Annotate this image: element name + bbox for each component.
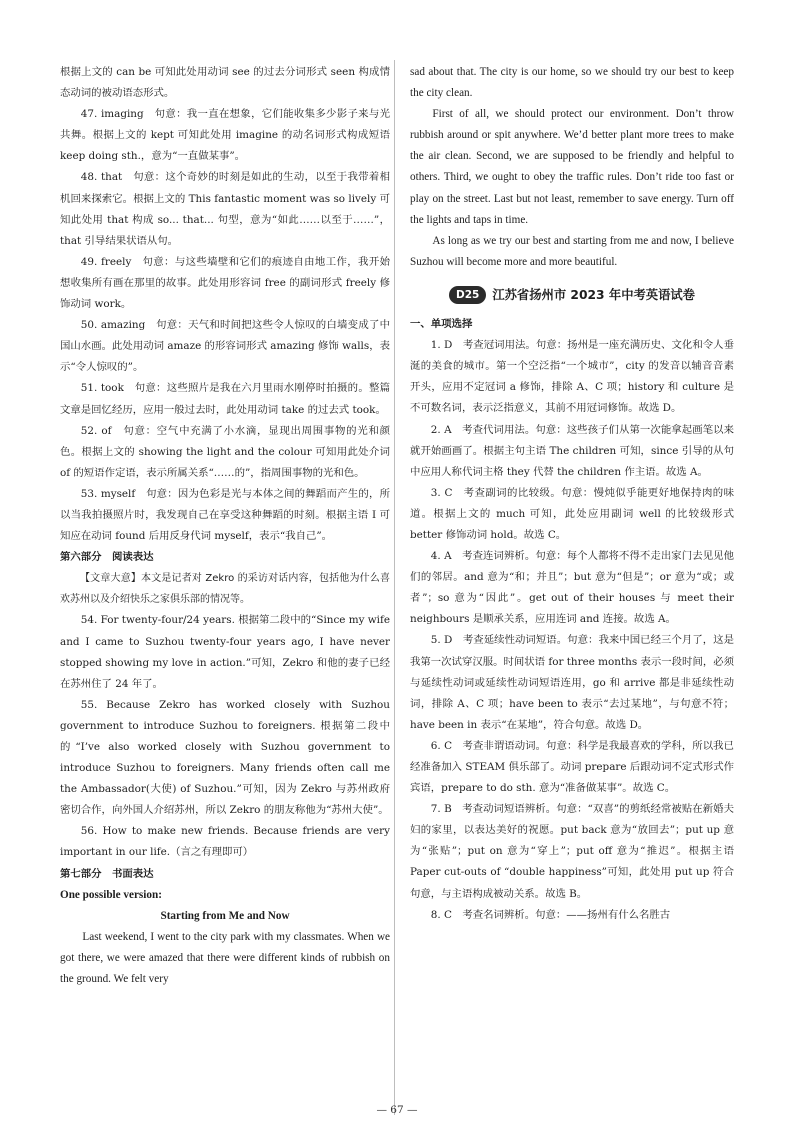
answer-3: 3. C 考查副词的比较级。句意：慢炖似乎能更好地保持肉的味道。根据上文的 much 可知，此处应用副词 well 的比较级形式 better 修饰动词 hold。故选 C。 xyxy=(410,486,734,541)
left-column xyxy=(60,62,390,990)
answer-55: 55. Because Zekro has worked closely with Suzhou government to introduce Suzhou to foreigners. 根据第二段中的“I’ve also worked closely with Suzhou government to introduce Suzhou to foreigners. Many friends often call me the Ambassador(大使) of Suzhou.”可知，因为 Zekro 与苏州政府密切合作，向外国人介绍苏州，所以 Zekro 的朋友称他为“苏州大使”。 xyxy=(60,698,390,817)
paper-title: 江苏省扬州市 2023 年中考英语试卷 xyxy=(492,287,695,302)
article-summary: 【文章大意】本文是记者对 Zekro 的采访对话内容，包括他为什么喜欢苏州以及介绍快乐之家俱乐部的情况等。 xyxy=(60,573,390,606)
answer-50: 50. amazing 句意：天气和时间把这些令人惊叹的白墙变成了中国山水画。此处用动词 amaze 的形容词形式 amazing 修饰 walls，表示“令人惊叹的”。 xyxy=(60,319,390,374)
essay-paragraph-1: Last weekend, I went to the city park with my classmates. When we got there, we were amazed that there were different kinds of rubbish on the ground. We felt very xyxy=(60,930,390,986)
answer-48: 48. that 句意：这个奇妙的时刻是如此的生动，以至于我带着相机回来探索它。根据上文的 This fantastic moment was so lively 可知此处用 that 构成 so... that... 句型，意为“如此……以至于……”，that 引导结果状语从句。 xyxy=(60,171,390,247)
paper-badge: D25 xyxy=(449,286,486,304)
answer-56: 56. How to make new friends. Because friends are very important in our life.（言之有理即可） xyxy=(60,825,390,859)
essay-title: Starting from Me and Now xyxy=(160,909,290,922)
answer-49: 49. freely 句意：与这些墙壁和它们的痕迹自由地工作，我开始想收集所有画在那里的故事。此处用形容词 free 的副词形式 freely 修饰动词 work。 xyxy=(60,255,390,311)
section-heading-part6: 第六部分 阅读表达 xyxy=(60,551,154,564)
answer-8: 8. C 考查名词辨析。句意：——扬州有什么名胜古 xyxy=(430,908,671,921)
essay-paragraph-2: First of all, we should protect our environment. Don’t throw rubbish around or spit anywhere. We’d better plant more trees to make the air clean. Second, we are supposed to be friendly and helpful to others. Third, we ought to obey the traffic rules. Don’t ride too fast or play on the street. Last but not least, remember to save energy. Turn off the lights and taps in time. xyxy=(410,108,734,226)
answer-7: 7. B 考查动词短语辨析。句意：“双喜”的剪纸经常被贴在新婚夫妇的家里，以表达美好的祝愿。put back 意为“放回去”；put up 意为“张贴”；put on 意为“穿上”；put off 意为“推迟”。根据主语 Paper cut-outs of “double happiness”可知，此处用 put up 符合句意，与主语构成被动关系。故选 B。 xyxy=(410,803,734,900)
answer-1: 1. D 考查冠词用法。句意：扬州是一座充满历史、文化和令人垂涎的美食的城市。第一个空泛指“一个城市”，city 的发音以辅音音素开头，应用不定冠词 a 修饰，排除 A、C 项；history 和 culture 是不可数名词，表示泛指意义，其前不用冠词修饰。故选 D。 xyxy=(410,339,734,415)
page-number: — 67 — xyxy=(376,1104,418,1116)
answer-5: 5. D 考查延续性动词短语。句意：我来中国已经三个月了，这是我第一次试穿汉服。时间状语 for three months 表示一段时间，必须与延续性动词或延续性动词短语连用，go 和 arrive 都是非延续性动词，排除 A、C 项；have been to 表示“去过某地”，与句意不符；have been in 表示“在某地”，符合句意。故选 D。 xyxy=(410,634,735,731)
answer-4: 4. A 考查连词辨析。句意：每个人都将不得不走出家门去见见他们的邻居。and 意为“和；并且”；but 意为“但是”；or 意为“或；或者”；so 意为“因此”。get out of their houses 与 meet their neighbours 是顺承关系，应用连词 and 连接。故选 A。 xyxy=(410,550,734,626)
right-column xyxy=(410,62,734,926)
section-heading-part1: 一、单项选择 xyxy=(410,318,473,331)
essay-paragraph-3: As long as we try our best and starting from me and now, I believe Suzhou will become more and more beautiful. xyxy=(410,234,734,268)
version-label: One possible version: xyxy=(60,888,162,901)
section-heading-part7: 第七部分 书面表达 xyxy=(60,867,154,880)
answer-explanation-46-cont: 根据上文的 can be 可知此处用动词 see 的过去分词形式 seen 构成情态动词的被动语态形式。 xyxy=(60,66,390,100)
answer-52: 52. of 句意：空气中充满了小水滴，显现出周围事物的光和颜色。根据上文的 showing the light and the colour 可知用此处介词 of 的短语作定语，表示所属关系“……的”，指周围事物的光和色。 xyxy=(60,424,390,479)
essay-paragraph-1-cont: sad about that. The city is our home, so we should try our best to keep the city clean. xyxy=(410,66,734,100)
answer-53: 53. myself 句意：因为色彩是光与本体之间的舞蹈而产生的，所以当我拍摄照片时，我发现自己在享受这种舞蹈的时刻。根据主语 I 可知应在动词 found 后用反身代词 myself，表示“我自己”。 xyxy=(60,487,390,543)
answer-51: 51. took 句意：这些照片是我在六月里雨水刚停时拍摄的。整篇文章是回忆经历，应用一般过去时，此处用动词 take 的过去式 took。 xyxy=(60,382,390,416)
answer-6: 6. C 考查非谓语动词。句意：科学是我最喜欢的学科，所以我已经准备加入 STEAM 俱乐部了。动词 prepare 后跟动词不定式形式作宾语，prepare to do sth. 意为“准备做某事”。故选 C。 xyxy=(410,739,734,795)
answer-54: 54. For twenty-four/24 years. 根据第二段中的“Since my wife and I came to Suzhou twenty-four years ago, I have never stopped showing my love in action.”可知，Zekro 和他的妻子已经在苏州住了 24 年了。 xyxy=(60,614,390,690)
paper-title-block xyxy=(410,285,734,306)
answer-2: 2. A 考查代词用法。句意：这些孩子们从第一次能拿起画笔以来就开始画画了。根据主句主语 The children 可知，since 引导的从句中应用人称代词主格 they 代替 the children 作主语。故选 A。 xyxy=(410,423,734,478)
answer-47: 47. imaging 句意：我一直在想象，它们能收集多少影子来与光共舞。根据上文的 kept 可知此处用 imagine 的动名词形式构成短语 keep doing sth.，意为“一直做某事”。 xyxy=(60,108,390,163)
column-divider xyxy=(394,60,395,1115)
